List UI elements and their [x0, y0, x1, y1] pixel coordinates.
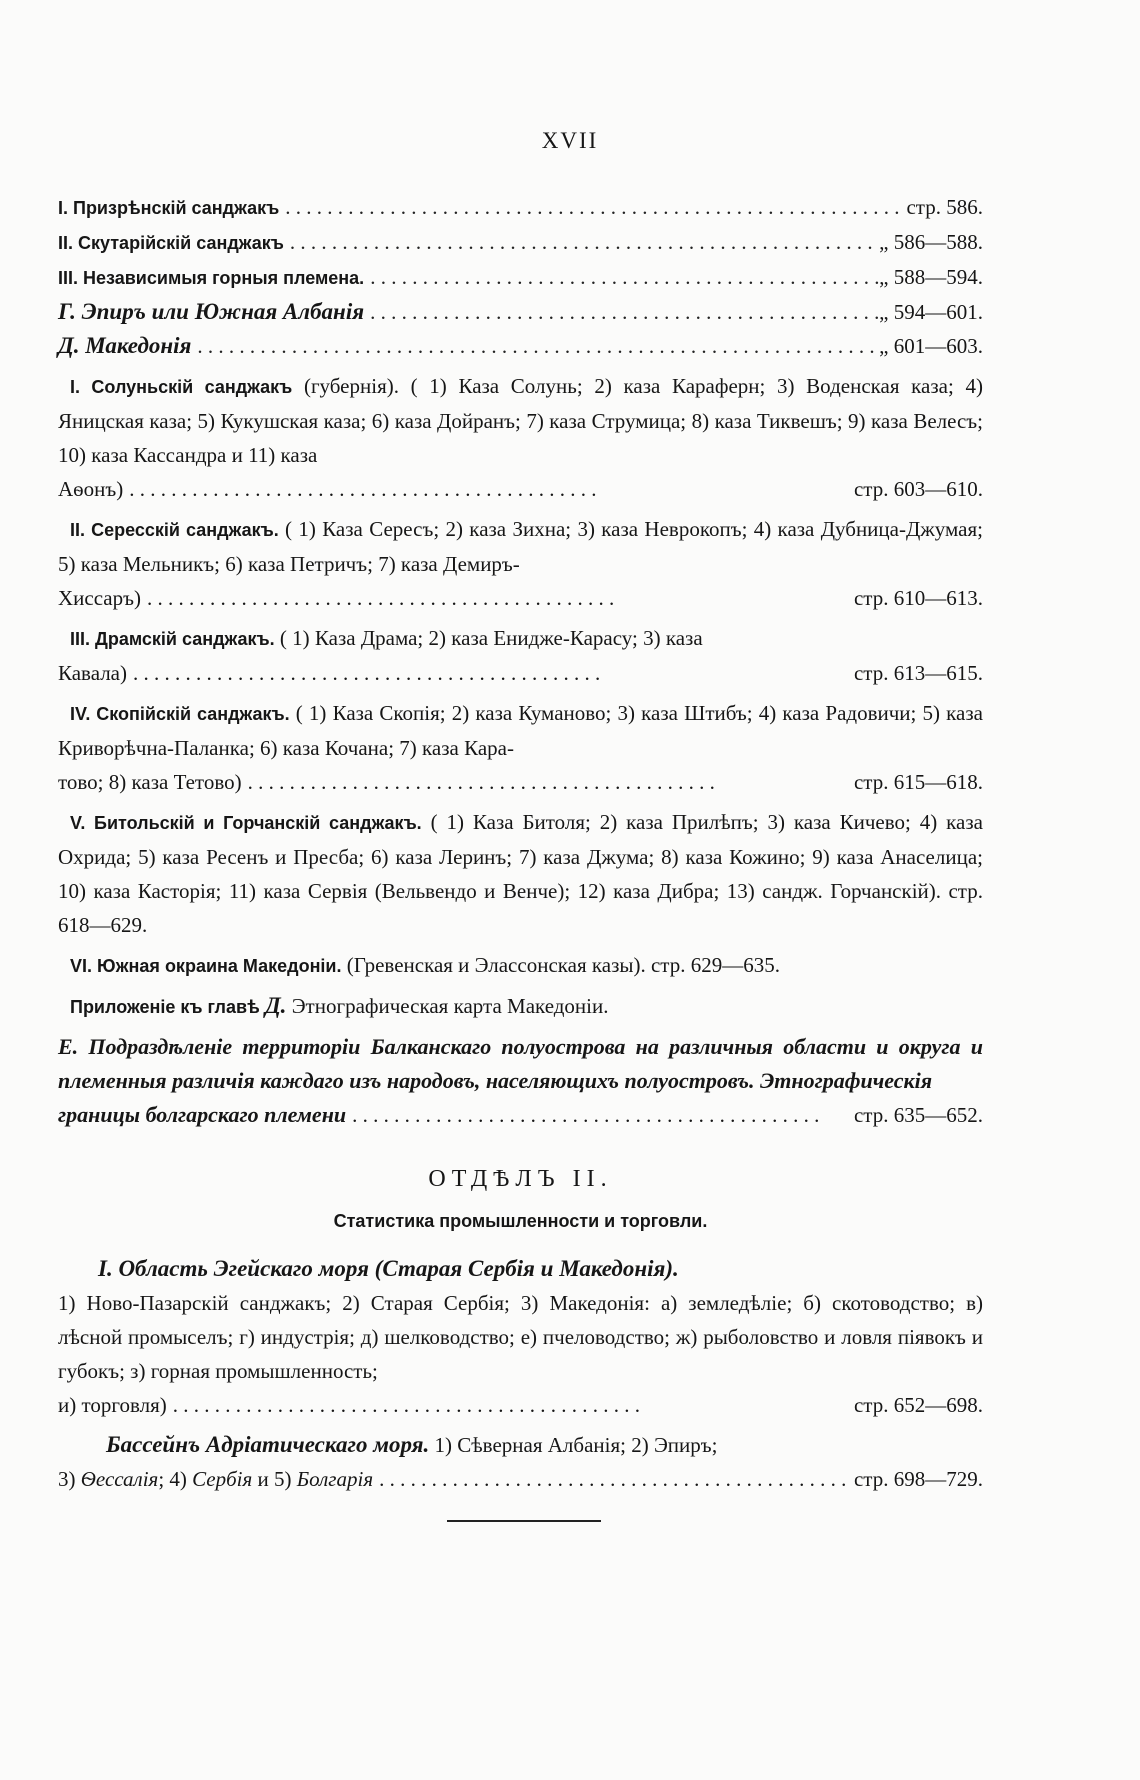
- appendix-chapter: Д.: [264, 993, 287, 1018]
- region-item-num: и 5): [252, 1467, 297, 1491]
- table-of-contents: [58, 190, 983, 1496]
- toc-entry: [58, 329, 983, 363]
- leader-dots: [284, 225, 879, 259]
- sanjak-text: ( 1) Каза Драма; 2) каза Енидже-Карасу; 3) каза: [274, 626, 703, 650]
- sanjak-heading: I. Солуньскій санджакъ: [70, 377, 293, 397]
- leader-dots: . . . . . . . . . . . . . . . . . . . . . . . . . . . . . . . . . . . . . . . . . . . . .: [247, 770, 715, 794]
- sanjak-entry: [58, 512, 983, 615]
- region-item-num: ; 4): [158, 1467, 193, 1491]
- sanjak-heading: VI. Южная окраина Македоніи.: [70, 956, 342, 976]
- leader-dots: [191, 329, 879, 363]
- region-item: Болгарія: [296, 1467, 374, 1491]
- sanjak-entry: [58, 805, 983, 942]
- section-e-text: Е. Подраздѣленіе территоріи Балканскаго полуострова на различныя области и округа и племенныя различія каждаго изъ народовъ, населяющихъ полуостровъ. Этнографическія: [58, 1034, 983, 1093]
- toc-entry-label: Д. Македонія: [58, 333, 192, 358]
- sanjak-text: (Гревенская и Элассонская казы). стр. 629—635.: [341, 953, 780, 977]
- toc-entry: [58, 295, 983, 329]
- sanjak-page: стр. 615—618.: [853, 770, 983, 794]
- sanjak-entry: [58, 696, 983, 799]
- toc-entry-page: „ 594—601.: [879, 300, 983, 324]
- sanjak-heading: IV. Скопійскій санджакъ.: [70, 704, 290, 724]
- sanjak-last-line: Аѳонъ): [58, 477, 124, 501]
- region-text: 1) Ново-Пазарскій санджакъ; 2) Старая Сербія; 3) Македонія: а) земледѣліе; б) скотоводство; в) лѣсной промыселъ; г) индустрія; д) шелководство; е) пчеловодство; ж) рыболовство и ловля піявокъ и губокъ; з) горная промышленность;: [58, 1291, 983, 1383]
- region-heading: I. Область Эгейскаго моря (Старая Сербія и Македонія).: [98, 1256, 679, 1281]
- closing-rule: [447, 1520, 601, 1522]
- region-text: 1) Сѣверная Албанія; 2) Эпиръ;: [429, 1433, 718, 1457]
- sanjak-last-line: тово; 8) каза Тетово): [58, 770, 242, 794]
- leader-dots: [279, 190, 906, 224]
- region-heading: Бассейнъ Адріатическаго моря.: [106, 1432, 430, 1457]
- toc-entry-label: Г. Эпиръ или Южная Албанія: [58, 299, 365, 324]
- sanjak-text: ( 1) Каза Скопія; 2) каза Куманово; 3) каза Штибъ; 4) каза Радовичи; 5) каза Криворѣчна-Паланка; 6) каза Кочана; 7) каза Кара-: [58, 701, 983, 760]
- region-entry: [58, 1252, 983, 1422]
- sanjak-heading: V. Битольскій и Горчанскій санджакъ.: [70, 813, 422, 833]
- leader-dots: . . . . . . . . . . . . . . . . . . . . . . . . . . . . . . . . . . . . . . . . . . . . .: [146, 586, 615, 610]
- sanjak-page: стр. 613—615.: [853, 661, 983, 685]
- appendix-heading: Приложеніе къ главѣ: [70, 997, 260, 1017]
- sanjak-text: ( 1) Каза Сересъ; 2) каза Зихна; 3) каза Неврокопъ; 4) каза Дубница-Джумая; 5) каза Мельникъ; 6) каза Петричъ; 7) каза Демиръ-: [58, 517, 983, 576]
- otdel-title: ОТДѢЛЪ II.: [428, 1166, 613, 1192]
- leader-dots: . . . . . . . . . . . . . . . . . . . . . . . . . . . . . . . . . . . . . . . . . . . . .: [379, 1467, 847, 1491]
- sanjak-page: стр. 610—613.: [853, 586, 983, 610]
- sanjak-entry: [58, 369, 983, 506]
- toc-entry-label: I. Призрѣнскій санджакъ: [58, 198, 280, 218]
- region-entry: [58, 1428, 983, 1496]
- leader-dots: [364, 295, 879, 329]
- leader-dots: . . . . . . . . . . . . . . . . . . . . . . . . . . . . . . . . . . . . . . . . . . . . .: [352, 1103, 820, 1127]
- sanjak-heading: III. Драмскій санджакъ.: [70, 629, 275, 649]
- toc-entry: [58, 225, 983, 260]
- sanjak-entry: [58, 948, 983, 983]
- toc-entry-page: „ 588—594.: [879, 265, 983, 289]
- page-number: XVII: [541, 128, 599, 153]
- region-page: стр. 698—729.: [853, 1467, 983, 1491]
- sanjak-text: (губернія). ( 1) Каза Солунь; 2) каза Караферн; 3) Воденская каза; 4) Яницская каза; 5) Кукушская каза; 6) каза Дойранъ; 7) каза Струмица; 8) каза Тиквешъ; 9) каза Велесъ; 10) каза Кассандра и 11) каза: [58, 374, 983, 467]
- region-last-line: и) торговля): [58, 1393, 167, 1417]
- sanjak-text: ( 1) Каза Битоля; 2) каза Прилѣпъ; 3) каза Кичево; 4) каза Охрида; 5) каза Ресенъ и Пресба; 6) каза Леринъ; 7) каза Джума; 8) каза Кожино; 9) каза Анаселица; 10) каза Касторія; 11) каза Сервія (Вельвендо и Венче); 12) каза Дибра; 13) сандж. Горчанскій). стр. 618—629.: [58, 810, 983, 937]
- section-e-last-line: границы болгарскаго племени: [58, 1102, 347, 1127]
- sanjak-entry: [58, 621, 983, 690]
- region-item: Ѳессалія: [80, 1467, 159, 1491]
- toc-entry: [58, 260, 983, 295]
- leader-dots: . . . . . . . . . . . . . . . . . . . . . . . . . . . . . . . . . . . . . . . . . . . . .: [129, 477, 597, 501]
- sanjak-heading: II. Сересскій санджакъ.: [70, 520, 279, 540]
- toc-entry-page: „ 601—603.: [879, 334, 983, 358]
- leader-dots: [364, 260, 879, 294]
- appendix-text: Этнографическая карта Македоніи.: [286, 994, 609, 1018]
- region-page: стр. 652—698.: [853, 1393, 983, 1417]
- section-e-page: стр. 635—652.: [853, 1103, 983, 1127]
- region-item: Сербія: [192, 1467, 253, 1491]
- leader-dots: . . . . . . . . . . . . . . . . . . . . . . . . . . . . . . . . . . . . . . . . . . . . .: [172, 1393, 640, 1417]
- toc-entry-page: стр. 586.: [906, 195, 983, 219]
- toc-entry-page: „ 586—588.: [879, 230, 983, 254]
- toc-entry-label: III. Независимыя горныя племена.: [58, 268, 365, 288]
- otdel-subtitle: Статистика промышленности и торговли.: [333, 1211, 708, 1231]
- sanjak-last-line: Хиссаръ): [58, 586, 141, 610]
- toc-entry-label: II. Скутарійскій санджакъ: [58, 233, 284, 253]
- region-last-line: [58, 1462, 373, 1496]
- leader-dots: . . . . . . . . . . . . . . . . . . . . . . . . . . . . . . . . . . . . . . . . . . . . .: [133, 661, 601, 685]
- sanjak-last-line: Кавала): [58, 661, 127, 685]
- section-e: [58, 1030, 983, 1132]
- sanjak-page: стр. 603—610.: [853, 477, 983, 501]
- region-item-num: 3): [58, 1467, 81, 1491]
- toc-entry: [58, 190, 983, 225]
- appendix-entry: [58, 989, 983, 1024]
